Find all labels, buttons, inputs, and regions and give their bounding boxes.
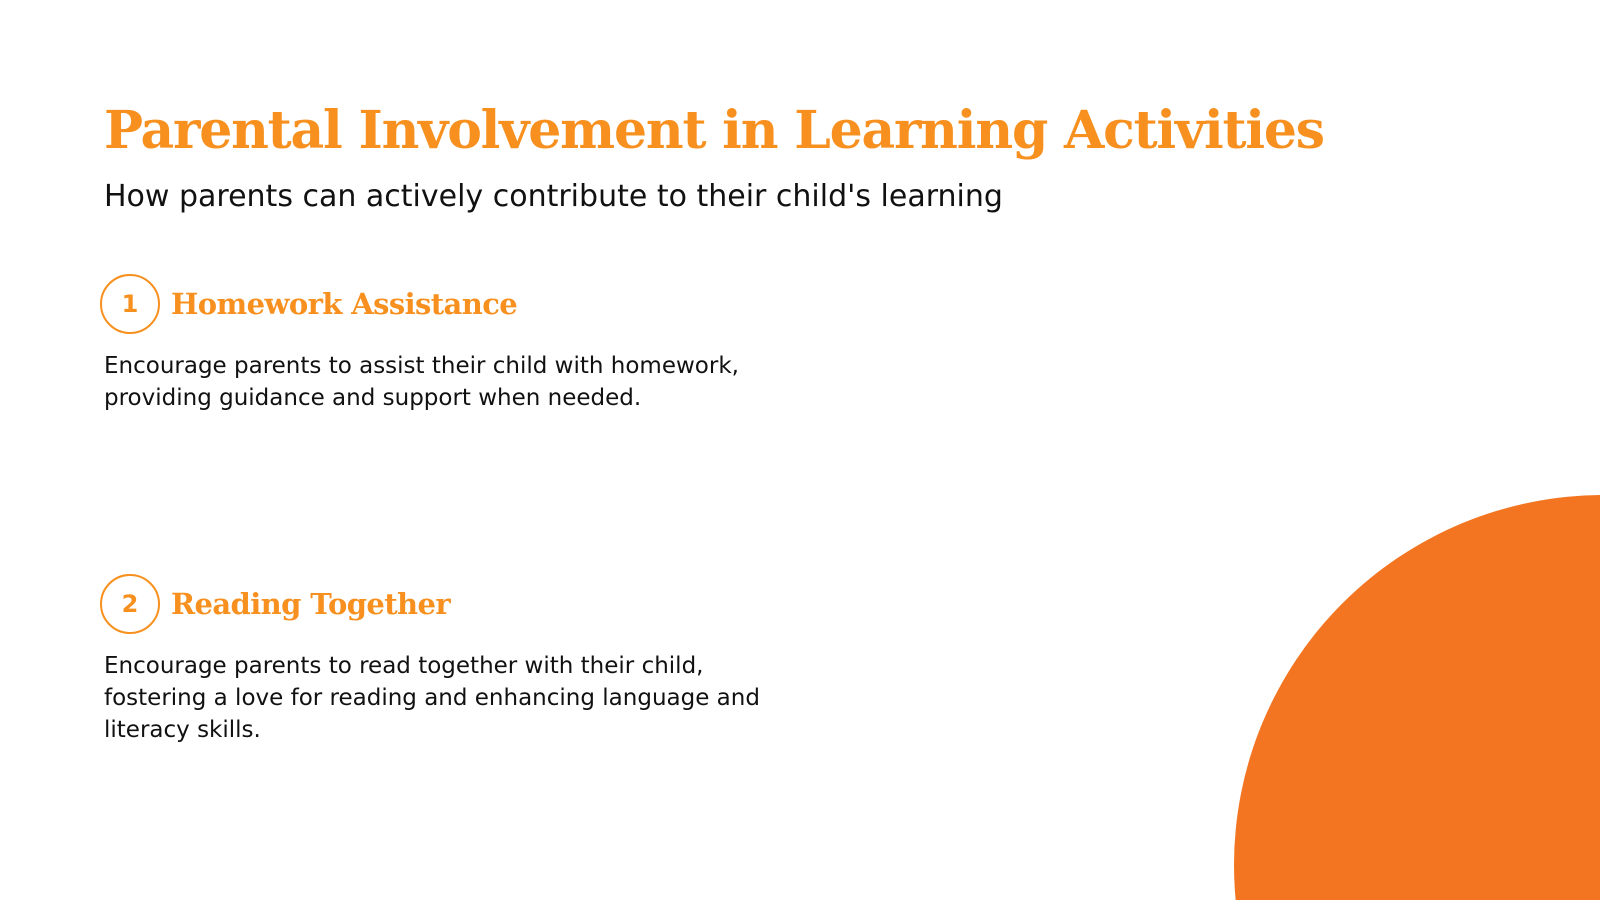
number-badge: 2 (100, 574, 160, 634)
slide-title: Parental Involvement in Learning Activities (104, 100, 1324, 161)
item-description: Encourage parents to assist their child with homework, providing guidance and support when needed. (104, 353, 739, 411)
item-header-reading (100, 572, 450, 636)
item-description: Encourage parents to read together with their child, fostering a love for reading and enhancing language and literacy skills. (104, 653, 760, 743)
number-badge: 1 (100, 274, 160, 334)
item-title: Reading Together (171, 587, 451, 621)
slide-subtitle: How parents can actively contribute to their child's learning (104, 179, 1003, 214)
item-header-homework (100, 272, 517, 336)
decorative-circle (1234, 495, 1600, 900)
item-title: Homework Assistance (171, 287, 518, 321)
